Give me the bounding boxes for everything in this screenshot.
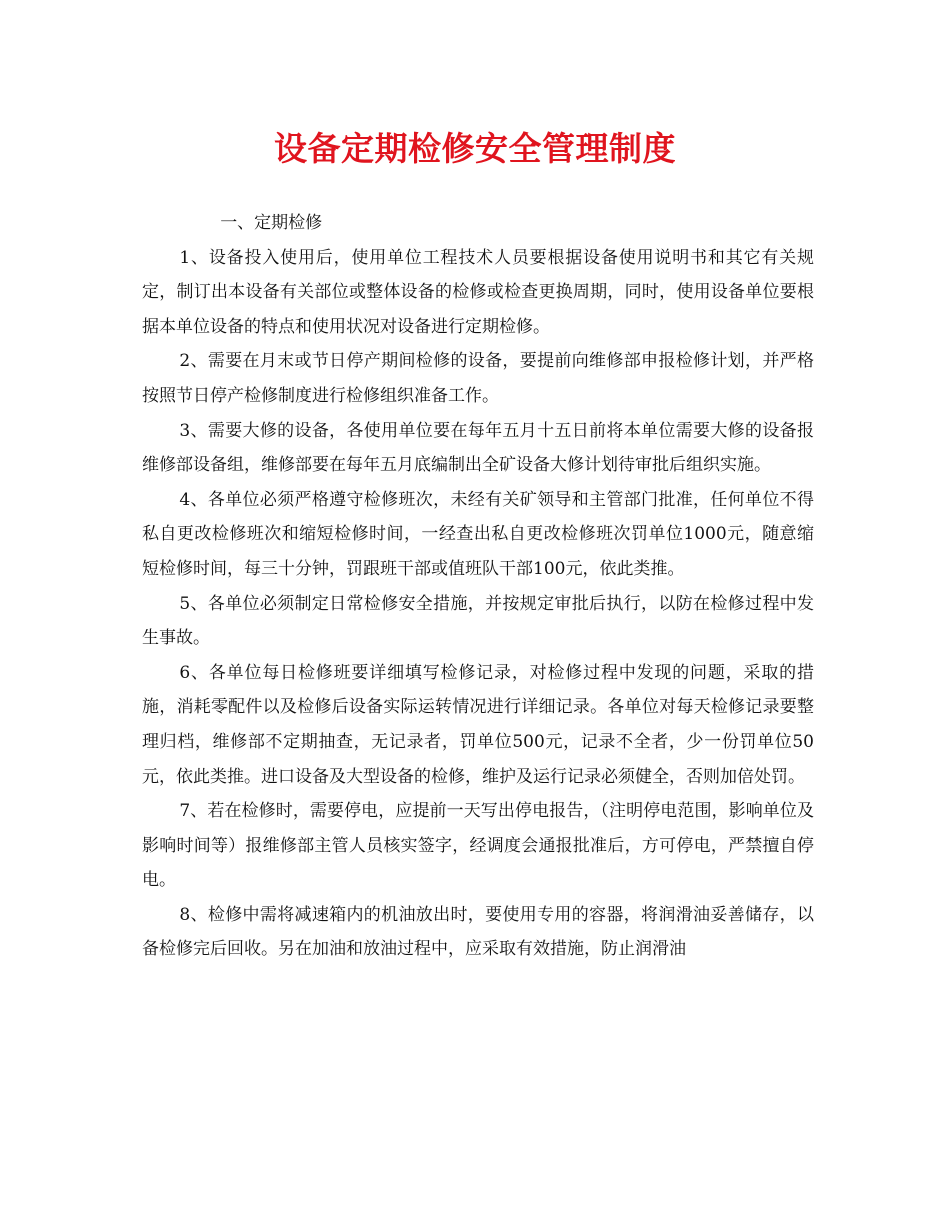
- section-heading: 一、定期检修: [220, 213, 323, 233]
- paragraph-5: 5、各单位必须制定日常检修安全措施，并按规定审批后执行，以防在检修过程中发生事故。: [142, 593, 814, 649]
- paragraph-2: 2、需要在月末或节日停产期间检修的设备，要提前向维修部申报检修计划，并严格按照节日停产检修制度进行检修组织准备工作。: [142, 351, 814, 406]
- paragraph-7: 7、若在检修时，需要停电，应提前一天写出停电报告，（注明停电范围，影响单位及影响时间等）报维修部主管人员核实签字，经调度会通报批准后，方可停电，严禁擅自停电。: [142, 801, 814, 891]
- document-title: 设备定期检修安全管理制度: [274, 129, 676, 168]
- paragraph-4: 4、各单位必须严格遵守检修班次，未经有关矿领导和主管部门批准，任何单位不得私自更改检修班次和缩短检修时间，一经查出私自更改检修班次罚单位1000元，随意缩短检修时间，每三十分钟，罚跟班干部或值班队干部100元，依此类推。: [142, 489, 814, 579]
- paragraph-1: 1、设备投入使用后，使用单位工程技术人员要根据设备使用说明书和其它有关规定，制订出本设备有关部位或整体设备的检修或检查更换周期，同时，使用设备单位要根据本单位设备的特点和使用状况对设备进行定期检修。: [142, 247, 814, 337]
- paragraph-8: 8、检修中需将减速箱内的机油放出时，要使用专用的容器，将润滑油妥善储存，以备检修完后回收。另在加油和放油过程中，应采取有效措施，防止润滑油: [142, 904, 814, 960]
- paragraph-3: 3、需要大修的设备，各使用单位要在每年五月十五日前将本单位需要大修的设备报维修部设备组，维修部要在每年五月底编制出全矿设备大修计划待审批后组织实施。: [142, 420, 814, 476]
- paragraph-6: 6、各单位每日检修班要详细填写检修记录，对检修过程中发现的问题，采取的措施，消耗零配件以及检修后设备实际运转情况进行详细记录。各单位对每天检修记录要整理归档，维修部不定期抽查，无记录者，罚单位500元，记录不全者，少一份罚单位50元，依此类推。进口设备及大型设备的检修，维护及运行记录必须健全，否则加倍处罚。: [142, 662, 814, 787]
- document-body: [142, 206, 814, 967]
